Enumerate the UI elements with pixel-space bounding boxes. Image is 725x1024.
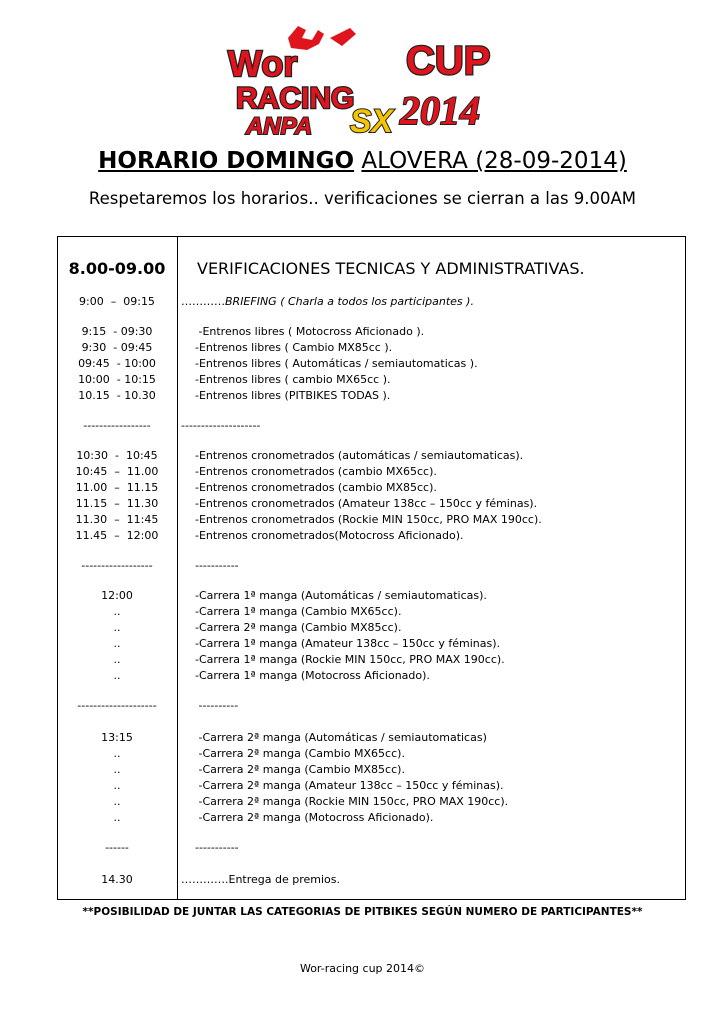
schedule-row: [57, 528, 686, 544]
schedule-row: [57, 356, 686, 372]
schedule-description: -Entrenos cronometrados(Motocross Aficionado).: [181, 529, 464, 542]
schedule-row: [57, 388, 686, 404]
schedule-row: [57, 872, 686, 888]
schedule-time: 11.45 – 12:00: [75, 529, 159, 542]
title-bold: HORARIO DOMINGO: [98, 148, 355, 174]
schedule-description: ………….Entrega de premios.: [181, 873, 341, 886]
schedule-description: -Entrenos cronometrados (Amateur 138cc – 150cc y féminas).: [181, 497, 538, 510]
schedule-row: [57, 668, 686, 684]
schedule-time: 10.15 - 10.30: [78, 389, 156, 402]
schedule-row: [57, 762, 686, 778]
schedule-description: -Entrenos cronometrados (cambio MX65cc).: [181, 465, 437, 478]
schedule-time: ..: [113, 653, 121, 666]
schedule-description: -Entrenos cronometrados (cambio MX85cc).: [181, 481, 437, 494]
schedule-time: ------------------: [81, 559, 153, 572]
schedule-row: [57, 840, 686, 856]
schedule-description: -Carrera 1ª manga (Cambio MX65cc).: [181, 605, 402, 618]
schedule-description: -Carrera 1ª manga (Automáticas / semiautomaticas).: [181, 589, 487, 602]
schedule-row: [57, 512, 686, 528]
schedule-description: -Carrera 1ª manga (Rockie MIN 150cc, PRO MAX 190cc).: [181, 653, 505, 666]
schedule-description: -Entrenos libres ( Automáticas / semiautomaticas ).: [181, 357, 478, 370]
schedule-time: ..: [113, 763, 121, 776]
schedule-description: -Carrera 2ª manga (Motocross Aficionado).: [181, 811, 434, 824]
schedule-row: [57, 778, 686, 794]
schedule-description: -----------: [181, 559, 239, 572]
schedule-time: ..: [113, 621, 121, 634]
schedule-row: [57, 810, 686, 826]
logo-anpa: ANPA: [246, 113, 313, 140]
schedule-description: -Carrera 2ª manga (Amateur 138cc – 150cc y féminas).: [181, 779, 504, 792]
schedule-row: [57, 340, 686, 356]
logo-year: 2014: [400, 88, 480, 133]
footer: Wor-racing cup 2014©: [299, 962, 426, 975]
schedule-time: 10:30 - 10:45: [76, 449, 158, 462]
schedule-time: ..: [113, 605, 121, 618]
schedule-time: ..: [113, 795, 121, 808]
logo-wor: Wor: [228, 43, 298, 84]
schedule-row: [57, 588, 686, 604]
schedule-time: 13:15: [101, 731, 133, 744]
schedule-time: ..: [113, 779, 121, 792]
schedule-description: -Carrera 2ª manga (Automáticas / semiautomaticas): [181, 731, 487, 744]
schedule-description: -Carrera 2ª manga (Cambio MX65cc).: [181, 747, 405, 760]
schedule-time: 09:45 - 10:00: [78, 357, 156, 370]
schedule-time: ..: [113, 637, 121, 650]
schedule-description: -Entrenos libres (PITBIKES TODAS ).: [181, 389, 391, 402]
schedule-row: [57, 418, 686, 434]
schedule-row: [57, 604, 686, 620]
logo-cup: CUP: [406, 39, 491, 83]
schedule-time: ..: [113, 811, 121, 824]
wor-racing-cup-logo: [200, 20, 520, 140]
schedule-row: [57, 730, 686, 746]
schedule-description: -Carrera 1ª manga (Motocross Aficionado).: [181, 669, 430, 682]
schedule-row: [57, 294, 686, 310]
schedule-description: -Entrenos libres ( Motocross Aficionado ).: [181, 325, 425, 338]
schedule-row: [57, 746, 686, 762]
schedule-row: [57, 496, 686, 512]
pitbikes-note: **POSIBILIDAD DE JUNTAR LAS CATEGORIAS DE PITBIKES SEGÚN NUMERO DE PARTICIPANTES**: [82, 906, 643, 918]
schedule-lead-dots: …………: [181, 295, 225, 308]
schedule-row: [57, 636, 686, 652]
schedule-row: [57, 464, 686, 480]
rider-icon: [288, 26, 356, 50]
schedule-time: 9:30 - 09:45: [81, 341, 153, 354]
schedule-description: VERIFICACIONES TECNICAS Y ADMINISTRATIVAS.: [197, 259, 585, 278]
schedule-description: -----------: [181, 841, 239, 854]
schedule-time: 12:00: [101, 589, 133, 602]
schedule-row: [57, 258, 686, 280]
title-rest: ALOVERA (28-09-2014): [361, 148, 627, 174]
schedule-time: ------: [105, 841, 129, 854]
schedule-time: 10:45 – 11.00: [75, 465, 159, 478]
schedule-row: [57, 324, 686, 340]
schedule-description: -Entrenos cronometrados (automáticas / semiautomaticas).: [181, 449, 524, 462]
schedule-time: 14.30: [101, 873, 133, 886]
schedule-time: 8.00-09.00: [68, 259, 166, 278]
schedule-time: 11.00 – 11.15: [75, 481, 159, 494]
schedule-description: -Entrenos libres ( cambio MX65cc ).: [181, 373, 391, 386]
schedule-row: [57, 794, 686, 810]
schedule-description: -Entrenos libres ( Cambio MX85cc ).: [181, 341, 393, 354]
page-title: [0, 148, 725, 174]
schedule-description: --------------------: [181, 419, 261, 432]
schedule-time: 9:00 – 09:15: [79, 295, 155, 308]
schedule-row: [57, 698, 686, 714]
logo-racing: RACING: [236, 82, 355, 115]
schedule-time: 11.30 – 11:45: [75, 513, 159, 526]
logo-sx: SX: [350, 103, 393, 139]
schedule-description: -Carrera 2ª manga (Cambio MX85cc).: [181, 763, 405, 776]
schedule-description: [181, 294, 474, 310]
schedule-description: -Carrera 2ª manga (Rockie MIN 150cc, PRO MAX 190cc).: [181, 795, 509, 808]
schedule-time: 9:15 - 09:30: [81, 325, 153, 338]
schedule-row: [57, 558, 686, 574]
schedule-row: [57, 620, 686, 636]
schedule-time: ..: [113, 747, 121, 760]
schedule-time: 10:00 - 10:15: [78, 373, 156, 386]
subtitle: Respetaremos los horarios.. verificaciones se cierran a las 9.00AM: [88, 189, 637, 208]
schedule-row: [57, 372, 686, 388]
schedule-description: ----------: [181, 699, 239, 712]
schedule-time: 11.15 – 11.30: [75, 497, 159, 510]
schedule-row: [57, 652, 686, 668]
schedule-description: -Carrera 2ª manga (Cambio MX85cc).: [181, 621, 402, 634]
schedule-row: [57, 480, 686, 496]
schedule-description-text: BRIEFING ( Charla a todos los participantes ).: [225, 295, 474, 308]
schedule-description: -Carrera 1ª manga (Amateur 138cc – 150cc y féminas).: [181, 637, 501, 650]
schedule-time: -----------------: [83, 419, 151, 432]
schedule-row: [57, 448, 686, 464]
schedule-time: ..: [113, 669, 121, 682]
schedule-description: -Entrenos cronometrados (Rockie MIN 150cc, PRO MAX 190cc).: [181, 513, 542, 526]
schedule-time: --------------------: [77, 699, 157, 712]
